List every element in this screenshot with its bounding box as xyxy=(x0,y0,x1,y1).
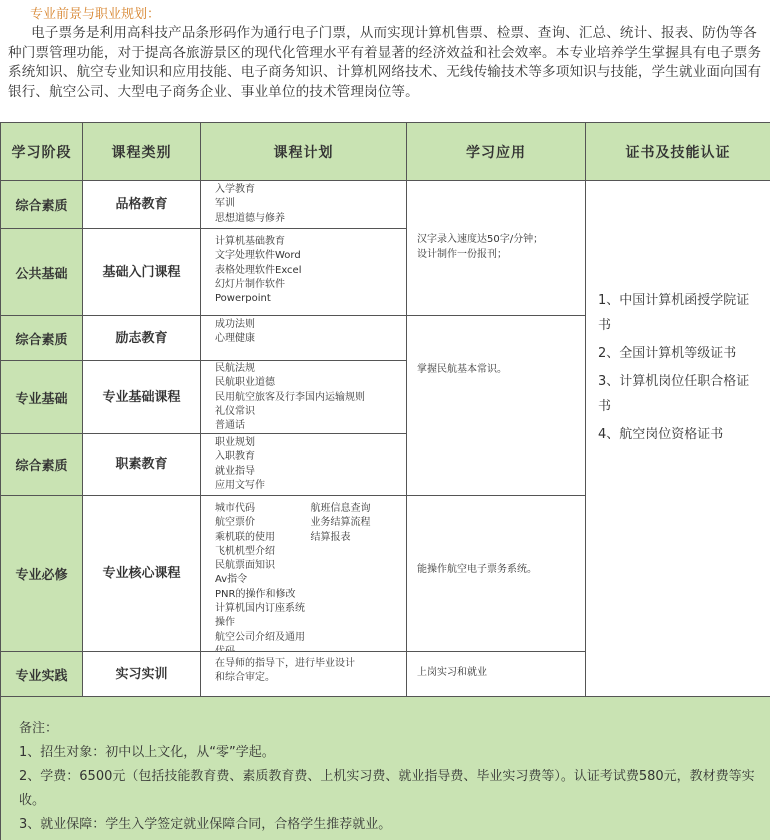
plan-item: 计算机国内订座系统操作 xyxy=(215,603,305,629)
plan-item: 幻灯片制作软件 xyxy=(215,278,285,290)
plan-item: 思想道德与修养 xyxy=(215,212,285,224)
category-cell xyxy=(82,180,201,229)
plan-cell xyxy=(200,651,407,697)
intro-title: 专业前景与职业规划： xyxy=(30,7,161,22)
header-certification: 证书及技能认证 xyxy=(585,122,770,181)
plan-item: 飞机机型介绍 xyxy=(215,545,275,557)
stage-cell: 综合素质 xyxy=(0,433,83,496)
notes-item: 1、招生对象：初中以上文化，从“零”学起。 xyxy=(19,745,275,760)
plan-item: 在导师的指导下，进行毕业设计 xyxy=(215,658,355,669)
plan-item: 民用航空旅客及行李国内运输规则 xyxy=(215,391,365,403)
certification-item: 4、航空岗位资格证书 xyxy=(598,427,724,442)
stage-cell: 专业基础 xyxy=(0,360,83,434)
plan-cell xyxy=(200,228,407,316)
category-cell xyxy=(82,433,201,496)
plan-item: 航空票价 xyxy=(215,517,255,529)
application-item: 能操作航空电子票务系统。 xyxy=(417,564,537,575)
certification-item: 3、计算机岗位任职合格证书 xyxy=(598,374,750,414)
category-line: 职素教育 xyxy=(115,457,168,472)
category-line: 实习实训 xyxy=(115,666,168,682)
application-cell xyxy=(406,180,586,316)
plan-item: 和综合审定。 xyxy=(215,672,275,684)
plan-column-left xyxy=(215,502,311,659)
plan-cell xyxy=(200,315,407,361)
application-cell xyxy=(406,651,586,697)
plan-item: 结算报表 xyxy=(310,531,351,543)
application-cell xyxy=(406,315,586,496)
intro-body: 电子票务是利用高科技产品条形码作为通行电子门票，从而实现计算机售票、检票、查询、汇总、统计、报表、防伪等各种门票管理功能，对于提高各旅游景区的现代化管理水平有着显著的经济效益和社会效率。本专业培养学生掌握具有电子票务系统知识、航空专业知识和应用技能、电子商务知识、计算机网络技术、无线传输技术等多项知识与技能，学生就业面向国有银行、航空公司、大型电子商务企业、事业单位的技术管理岗位等。 xyxy=(8,25,762,100)
plan-item: 计算机基础教育 xyxy=(215,236,285,247)
category-cell xyxy=(82,228,201,316)
plan-cell xyxy=(200,360,407,434)
plan-item: 民航票面知识 xyxy=(215,560,275,572)
category-cell xyxy=(82,315,201,361)
stage-cell: 专业必修 xyxy=(0,495,83,652)
plan-item: 心理健康 xyxy=(215,333,255,345)
category-cell xyxy=(82,651,201,697)
plan-item: 业务结算流程 xyxy=(310,517,371,529)
category-cell xyxy=(82,495,201,652)
plan-cell xyxy=(200,495,407,652)
curriculum-frame xyxy=(0,122,770,840)
category-line: 专业核心 xyxy=(102,566,155,581)
plan-item: 成功法则 xyxy=(215,319,255,330)
stage-cell: 综合素质 xyxy=(0,180,83,229)
plan-item: 军训 xyxy=(215,198,235,210)
category-line: 课程 xyxy=(154,389,181,405)
stage-cell: 专业实践 xyxy=(0,651,83,697)
plan-column-right xyxy=(311,502,407,659)
plan-item: PNR的操作和修改 xyxy=(215,588,296,600)
plan-item: Av指令 xyxy=(215,574,248,586)
plan-item: 乘机联的使用 xyxy=(215,531,275,543)
plan-item: 城市代码 xyxy=(215,503,255,514)
plan-item: 礼仪常识 xyxy=(215,405,255,417)
plan-item: 航班信息查询 xyxy=(310,503,371,514)
plan-item: 就业指导 xyxy=(215,465,255,477)
application-cell xyxy=(406,495,586,652)
intro-section xyxy=(0,0,770,118)
certification-cell xyxy=(585,180,770,697)
category-line: 品格教育 xyxy=(115,197,168,212)
plan-item: 航空公司介绍及通用 xyxy=(215,631,305,643)
plan-item: 职业规划 xyxy=(215,437,255,448)
plan-item: 文字处理软件Word xyxy=(215,250,301,262)
plan-cell xyxy=(200,433,407,496)
category-cell xyxy=(82,360,201,434)
header-category: 课程类别 xyxy=(82,122,201,181)
plan-item: 民航法规 xyxy=(215,363,255,374)
category-line: 励志教育 xyxy=(115,330,168,346)
plan-item: 普通话 xyxy=(215,420,245,432)
plan-item: 民航职业道德 xyxy=(215,377,275,389)
plan-item: 入职教育 xyxy=(215,451,255,463)
plan-item: 入学教育 xyxy=(215,184,255,195)
plan-cell xyxy=(200,180,407,229)
category-line: 专业基础 xyxy=(102,389,155,405)
stage-cell: 公共基础 xyxy=(0,228,83,316)
category-line: 课程 xyxy=(154,566,181,581)
plan-columns xyxy=(215,502,406,659)
header-stage: 学习阶段 xyxy=(0,122,83,181)
certification-item: 2、全国计算机等级证书 xyxy=(598,346,737,361)
plan-item: 应用文写作 xyxy=(215,479,265,491)
application-item: 汉字录入速度达50字/分钟； xyxy=(417,234,544,245)
plan-item: Powerpoint xyxy=(215,293,271,305)
header-application: 学习应用 xyxy=(406,122,586,181)
application-item: 掌握民航基本常识。 xyxy=(417,364,507,375)
plan-item: 表格处理软件Excel xyxy=(215,264,302,276)
notes-item: 3、就业保障：学生入学签定就业保障合同，合格学生推荐就业。 xyxy=(19,817,392,832)
notes-item: 2、学费：6500元（包括技能教育费、素质教育费、上机实习费、就业指导费、毕业实习费等）。认证考试费580元，教材费等实收。 xyxy=(19,769,755,808)
category-line: 基础入门 xyxy=(102,264,155,280)
notes-label: 备注： xyxy=(19,721,59,736)
application-item: 设计制作一份报刊； xyxy=(417,248,507,260)
notes-section xyxy=(1,697,770,837)
certification-item: 1、中国计算机函授学院证书 xyxy=(598,293,750,333)
application-item: 上岗实习和就业 xyxy=(417,667,487,678)
category-line: 课程 xyxy=(154,264,181,280)
header-plan: 课程计划 xyxy=(200,122,407,181)
stage-cell: 综合素质 xyxy=(0,315,83,361)
